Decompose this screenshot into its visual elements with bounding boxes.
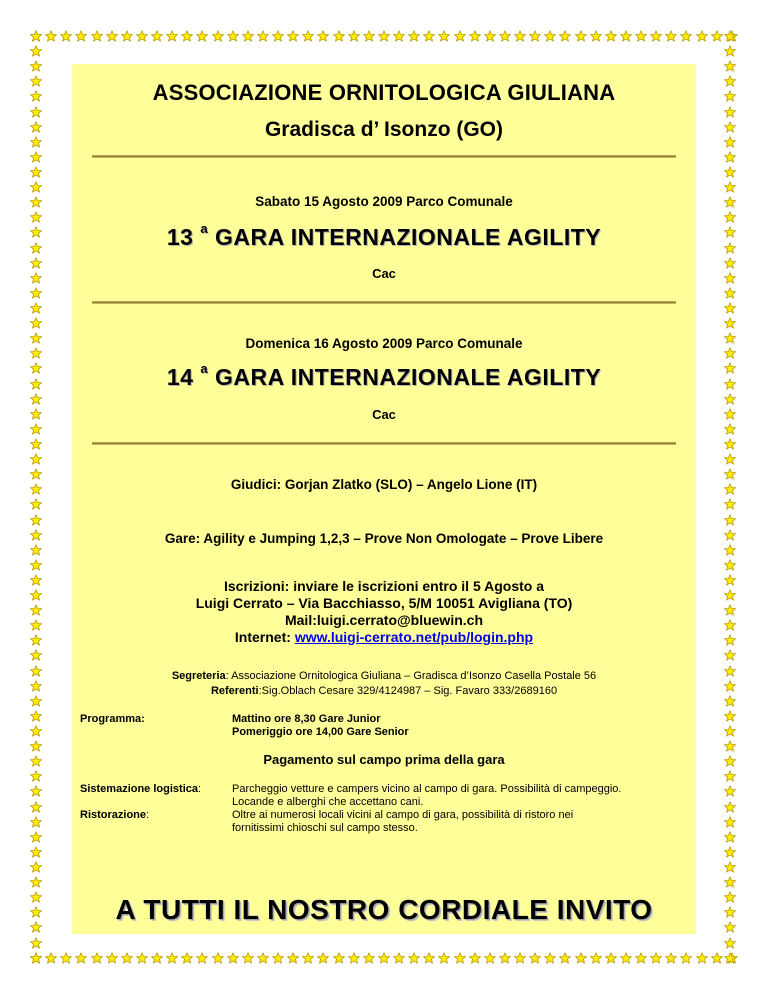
star-icon [724, 725, 736, 737]
program-afternoon: Pomeriggio ore 14,00 Gare Senior [232, 726, 409, 738]
event1-name: GARA INTERNAZIONALE AGILITY [214, 224, 602, 250]
competitions: Gare: Agility e Jumping 1,2,3 – Prove Non Omologate – Prove Libere [164, 531, 604, 546]
star-icon [166, 30, 178, 42]
star-border-top [30, 30, 738, 44]
logistics-colon: : [197, 783, 202, 795]
star-icon [30, 483, 42, 495]
star-icon [60, 952, 72, 964]
star-icon [724, 106, 736, 118]
star-icon [711, 952, 723, 964]
star-icon [724, 90, 736, 102]
star-icon [724, 151, 736, 163]
star-icon [724, 257, 736, 269]
star-icon [30, 317, 42, 329]
star-icon [30, 891, 42, 903]
catering-label [80, 809, 149, 822]
referents-text: :Sig.Oblach Cesare 329/4124987 – Sig. Favaro 333/2689160 [258, 685, 558, 697]
star-icon [30, 861, 42, 873]
star-icon [30, 574, 42, 586]
registration-line1: Iscrizioni: inviare le iscrizioni entro il 5 Agosto a [223, 578, 544, 594]
star-icon [469, 30, 481, 42]
star-icon [724, 30, 736, 42]
star-icon [724, 740, 736, 752]
secretariat-text: : Associazione Ornitologica Giuliana – Gradisca d’Isonzo Casella Postale 56 [225, 670, 597, 682]
divider [92, 301, 676, 304]
star-icon [724, 785, 736, 797]
star-icon [166, 952, 178, 964]
star-icon [30, 75, 42, 87]
catering-line1: Oltre ai numerosi locali vicini al campo di gara, possibilità di ristoro nei [232, 809, 574, 821]
event1-superscript: a [200, 221, 209, 237]
star-icon [724, 589, 736, 601]
registration-address: Luigi Cerrato – Via Bacchiasso, 5/M 10051 Avigliana (TO) [195, 595, 573, 611]
star-icon [590, 30, 602, 42]
star-icon [30, 876, 42, 888]
star-icon [724, 952, 736, 964]
star-icon [136, 30, 148, 42]
star-icon [30, 634, 42, 646]
star-icon [724, 347, 736, 359]
star-icon [544, 952, 556, 964]
star-icon [30, 589, 42, 601]
star-icon [333, 30, 345, 42]
star-icon [30, 725, 42, 737]
star-icon [724, 453, 736, 465]
star-icon [438, 952, 450, 964]
catering-text [232, 809, 692, 835]
star-icon [724, 710, 736, 722]
star-icon [30, 272, 42, 284]
star-icon [181, 952, 193, 964]
star-icon [484, 30, 496, 42]
logistics-text [232, 783, 692, 809]
star-icon [724, 438, 736, 450]
star-icon [724, 680, 736, 692]
star-icon [724, 242, 736, 254]
star-icon [575, 952, 587, 964]
divider [92, 442, 676, 445]
star-icon [724, 287, 736, 299]
star-icon [393, 952, 405, 964]
star-icon [302, 952, 314, 964]
star-icon [30, 921, 42, 933]
star-border-left [30, 30, 44, 964]
star-icon [136, 952, 148, 964]
star-icon [575, 30, 587, 42]
star-icon [91, 30, 103, 42]
star-icon [665, 30, 677, 42]
star-icon [423, 30, 435, 42]
star-icon [724, 891, 736, 903]
star-icon [499, 952, 511, 964]
star-icon [724, 665, 736, 677]
star-icon [378, 30, 390, 42]
event1-cac: Cac [372, 266, 396, 281]
event2-date: Domenica 16 Agosto 2009 Parco Comunale [245, 336, 523, 351]
star-icon [91, 952, 103, 964]
star-icon [151, 30, 163, 42]
catering-label-text: Ristorazione [80, 809, 147, 821]
star-icon [196, 30, 208, 42]
star-icon [212, 952, 224, 964]
star-icon [724, 544, 736, 556]
star-icon [30, 498, 42, 510]
star-icon [287, 952, 299, 964]
star-icon [620, 30, 632, 42]
star-icon [302, 30, 314, 42]
logistics-label [80, 783, 201, 796]
star-icon [620, 952, 632, 964]
star-icon [30, 121, 42, 133]
star-icon [60, 30, 72, 42]
star-icon [121, 952, 133, 964]
star-icon [30, 378, 42, 390]
star-icon [724, 166, 736, 178]
star-icon [724, 937, 736, 949]
star-icon [30, 166, 42, 178]
star-icon [724, 514, 736, 526]
star-icon [724, 75, 736, 87]
registration-internet [72, 629, 696, 646]
program-label: Programma: [80, 713, 145, 725]
star-icon [724, 393, 736, 405]
star-icon [724, 483, 736, 495]
star-icon [30, 529, 42, 541]
star-icon [106, 952, 118, 964]
star-icon [635, 952, 647, 964]
star-icon [181, 30, 193, 42]
star-icon [30, 408, 42, 420]
star-icon [287, 30, 299, 42]
judges: Giudici: Gorjan Zlatko (SLO) – Angelo Lione (IT) [230, 477, 538, 492]
star-icon [30, 952, 42, 964]
star-icon [348, 952, 360, 964]
star-icon [650, 952, 662, 964]
star-icon [363, 30, 375, 42]
star-icon [711, 30, 723, 42]
star-icon [272, 952, 284, 964]
star-icon [30, 453, 42, 465]
star-icon [724, 649, 736, 661]
star-icon [724, 755, 736, 767]
star-icon [333, 952, 345, 964]
star-icon [30, 90, 42, 102]
star-icon [724, 831, 736, 843]
star-icon [724, 861, 736, 873]
star-icon [724, 423, 736, 435]
star-icon [724, 921, 736, 933]
star-icon [30, 30, 42, 42]
star-icon [724, 302, 736, 314]
star-icon [724, 317, 736, 329]
logistics-label-text: Sistemazione logistica [80, 783, 198, 795]
star-icon [30, 816, 42, 828]
star-icon [30, 181, 42, 193]
star-icon [30, 680, 42, 692]
star-icon [724, 136, 736, 148]
star-icon [227, 30, 239, 42]
logistics-line2: Locande e alberghi che accettano cani. [232, 796, 424, 808]
star-icon [30, 106, 42, 118]
star-icon [30, 347, 42, 359]
star-icon [30, 710, 42, 722]
star-icon [724, 801, 736, 813]
star-icon [635, 30, 647, 42]
star-icon [30, 287, 42, 299]
star-icon [30, 438, 42, 450]
star-icon [30, 544, 42, 556]
star-border-right [724, 30, 738, 964]
star-icon [484, 952, 496, 964]
event2-title [72, 361, 696, 391]
star-icon [242, 952, 254, 964]
star-icon [590, 952, 602, 964]
star-icon [724, 770, 736, 782]
catering-colon: : [146, 809, 150, 821]
star-icon [30, 211, 42, 223]
star-icon [30, 226, 42, 238]
event1-date: Sabato 15 Agosto 2009 Parco Comunale [255, 194, 513, 209]
star-icon [30, 136, 42, 148]
star-icon [30, 242, 42, 254]
star-icon [559, 952, 571, 964]
star-icon [724, 121, 736, 133]
star-icon [499, 30, 511, 42]
star-icon [317, 30, 329, 42]
star-icon [30, 665, 42, 677]
star-icon [724, 45, 736, 57]
star-icon [196, 952, 208, 964]
event2-number: 14 [166, 364, 194, 390]
star-icon [724, 196, 736, 208]
star-icon [454, 952, 466, 964]
star-icon [30, 332, 42, 344]
registration-block [72, 578, 696, 646]
star-icon [30, 151, 42, 163]
star-icon [30, 831, 42, 843]
star-icon [724, 272, 736, 284]
star-icon [30, 755, 42, 767]
star-icon [514, 30, 526, 42]
star-icon [393, 30, 405, 42]
star-icon [30, 393, 42, 405]
secretariat-label: Segreteria [171, 670, 226, 682]
star-icon [724, 695, 736, 707]
event2-name: GARA INTERNAZIONALE AGILITY [214, 364, 602, 390]
star-icon [529, 30, 541, 42]
star-border-bottom [30, 952, 738, 966]
star-icon [469, 952, 481, 964]
flyer-panel [72, 64, 696, 934]
closing-invite: A TUTTI IL NOSTRO CORDIALE INVITO [115, 894, 653, 925]
star-icon [724, 876, 736, 888]
star-icon [724, 468, 736, 480]
star-icon [30, 60, 42, 72]
star-icon [724, 619, 736, 631]
star-icon [30, 514, 42, 526]
star-icon [30, 559, 42, 571]
star-icon [257, 30, 269, 42]
star-icon [30, 649, 42, 661]
star-icon [724, 408, 736, 420]
star-icon [106, 30, 118, 42]
star-icon [724, 906, 736, 918]
star-icon [30, 785, 42, 797]
star-icon [75, 30, 87, 42]
payment-note: Pagamento sul campo prima della gara [263, 752, 505, 767]
star-icon [45, 30, 57, 42]
star-icon [30, 362, 42, 374]
star-icon [724, 846, 736, 858]
star-icon [724, 634, 736, 646]
star-icon [151, 952, 163, 964]
star-icon [363, 952, 375, 964]
referents-label: Referenti [210, 685, 259, 697]
star-icon [30, 45, 42, 57]
star-icon [724, 574, 736, 586]
star-icon [724, 529, 736, 541]
star-icon [212, 30, 224, 42]
event2-cac: Cac [372, 407, 396, 422]
star-icon [30, 619, 42, 631]
star-icon [665, 952, 677, 964]
star-icon [724, 378, 736, 390]
star-icon [605, 952, 617, 964]
star-icon [454, 30, 466, 42]
event2-superscript: a [200, 361, 209, 377]
internet-label: Internet: [234, 629, 295, 645]
association-location: Gradisca d’ Isonzo (GO) [264, 118, 504, 141]
star-icon [724, 604, 736, 616]
star-icon [30, 770, 42, 782]
star-icon [30, 468, 42, 480]
program-details [232, 713, 409, 739]
star-icon [724, 211, 736, 223]
star-icon [30, 846, 42, 858]
logistics-line1: Parcheggio vetture e campers vicino al campo di gara. Possibilità di campeggio. [232, 783, 622, 795]
secretariat-line [72, 669, 696, 684]
star-icon [30, 906, 42, 918]
star-icon [514, 952, 526, 964]
event1-title [72, 221, 696, 251]
star-icon [30, 604, 42, 616]
star-icon [408, 952, 420, 964]
star-icon [30, 423, 42, 435]
star-icon [45, 952, 57, 964]
star-icon [605, 30, 617, 42]
event1-number: 13 [166, 224, 194, 250]
star-icon [680, 30, 692, 42]
star-icon [317, 952, 329, 964]
program-morning: Mattino ore 8,30 Gare Junior [232, 713, 381, 725]
star-icon [408, 30, 420, 42]
star-icon [724, 362, 736, 374]
star-icon [30, 937, 42, 949]
star-icon [30, 801, 42, 813]
star-icon [30, 257, 42, 269]
secretariat-block [72, 669, 696, 699]
catering-line2: fornitissimi chioschi sul campo stesso. [232, 822, 418, 834]
star-icon [680, 952, 692, 964]
star-icon [75, 952, 87, 964]
star-icon [348, 30, 360, 42]
star-icon [272, 30, 284, 42]
divider [92, 155, 676, 158]
star-icon [227, 952, 239, 964]
star-icon [724, 332, 736, 344]
star-icon [30, 740, 42, 752]
star-icon [30, 695, 42, 707]
star-icon [559, 30, 571, 42]
star-icon [423, 952, 435, 964]
star-icon [121, 30, 133, 42]
star-icon [242, 30, 254, 42]
star-icon [724, 60, 736, 72]
star-icon [544, 30, 556, 42]
star-icon [30, 302, 42, 314]
star-icon [724, 559, 736, 571]
star-icon [650, 30, 662, 42]
star-icon [724, 226, 736, 238]
star-icon [724, 816, 736, 828]
referents-line [72, 684, 696, 699]
star-icon [724, 498, 736, 510]
registration-link[interactable]: www.luigi-cerrato.net/pub/login.php [294, 629, 534, 645]
star-icon [696, 952, 708, 964]
star-icon [529, 952, 541, 964]
registration-mail: Mail:luigi.cerrato@bluewin.ch [284, 612, 483, 628]
star-icon [438, 30, 450, 42]
star-icon [696, 30, 708, 42]
star-icon [257, 952, 269, 964]
association-title: ASSOCIAZIONE ORNITOLOGICA GIULIANA [152, 80, 616, 105]
star-icon [378, 952, 390, 964]
star-icon [724, 181, 736, 193]
star-icon [30, 196, 42, 208]
